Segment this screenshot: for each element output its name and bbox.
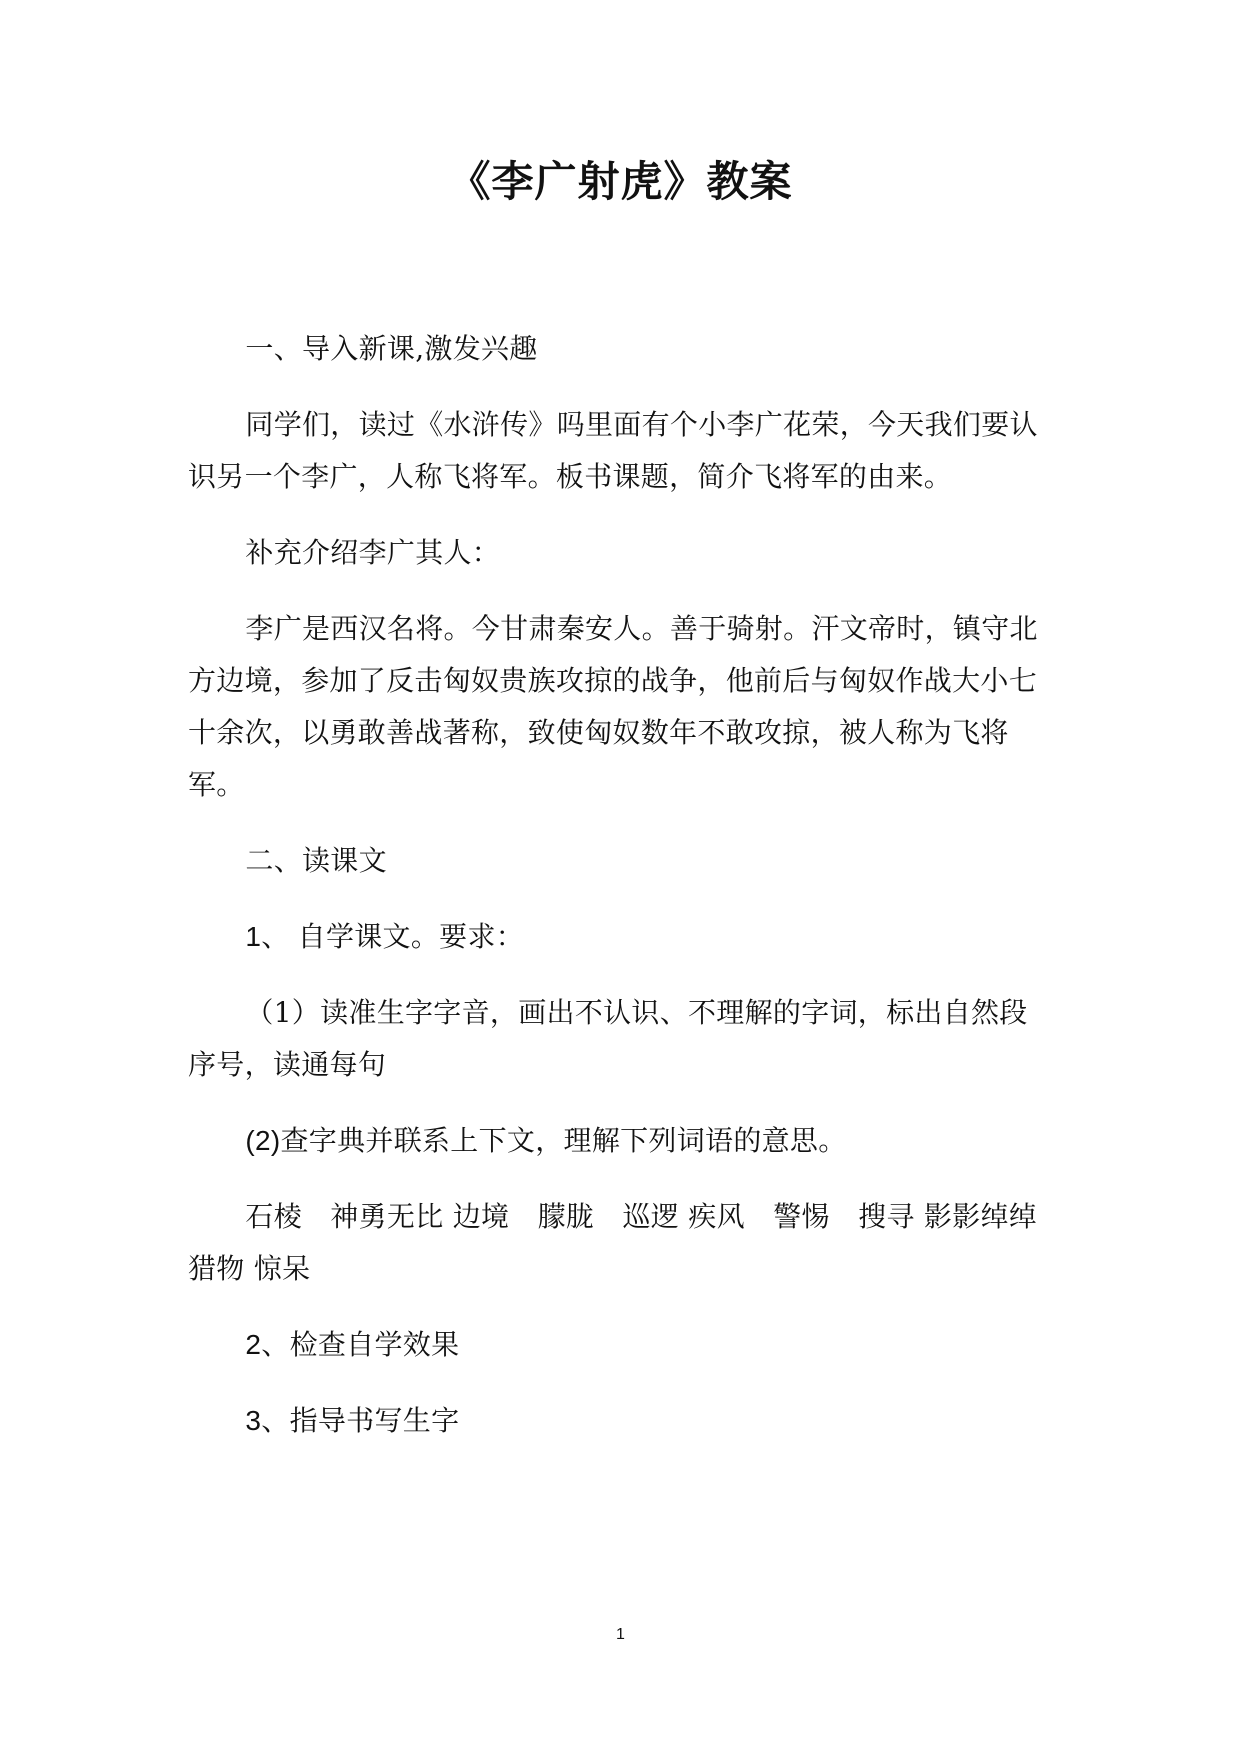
paragraph: 李广是西汉名将。今甘肃秦安人。善于骑射。汗文帝时，镇守北方边境，参加了反击匈奴贵族攻掠的战争，他前后与匈奴作战大小七十余次，以勇敢善战著称，致使匈奴数年不敢攻掠，被人称为飞将军。 bbox=[188, 612, 1038, 801]
list-item: 1、 自学课文。要求： bbox=[245, 921, 525, 952]
paragraph: 补充介绍李广其人： bbox=[245, 536, 501, 569]
section-heading-intro: 一、导入新课,激发兴趣 bbox=[245, 332, 538, 365]
list-item: (2)查字典并联系上下文，理解下列词语的意思。 bbox=[245, 1125, 847, 1156]
list-item: 3、指导书写生字 bbox=[245, 1405, 460, 1436]
page-title: 《李广射虎》教案 bbox=[448, 157, 793, 206]
section-heading-reading: 二、读课文 bbox=[245, 844, 387, 877]
list-item: 2、检查自学效果 bbox=[245, 1329, 460, 1360]
list-item: （1）读准生字字音，画出不认识、不理解的字词，标出自然段序号，读通每句 bbox=[188, 996, 1028, 1081]
vocabulary-list: 石棱 神勇无比 边境 朦胧 巡逻 疾风 警惕 搜寻 影影绰绰 猎物 惊呆 bbox=[188, 1200, 1038, 1285]
page-number: 1 bbox=[616, 1626, 625, 1643]
document-body bbox=[188, 323, 1054, 1471]
paragraph: 同学们，读过《水浒传》吗里面有个小李广花荣，今天我们要认识另一个李广，人称飞将军。板书课题，简介飞将军的由来。 bbox=[188, 408, 1038, 493]
